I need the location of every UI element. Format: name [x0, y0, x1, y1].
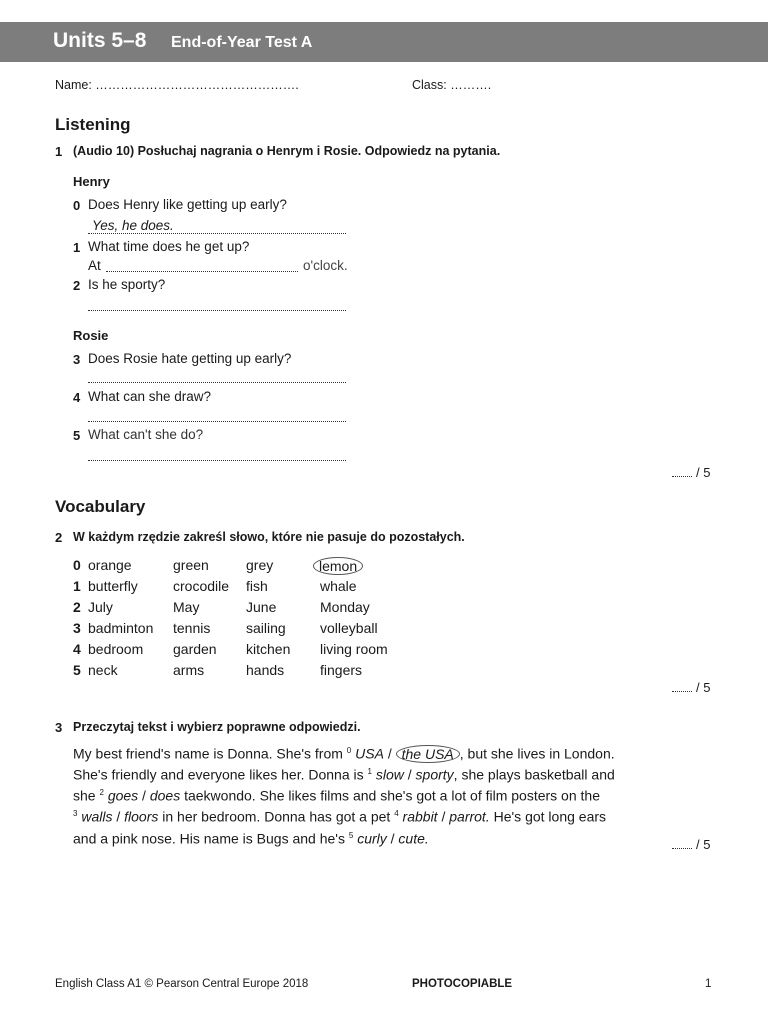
vocab-word[interactable]: butterfly — [88, 578, 138, 594]
option-circled[interactable]: the USA — [396, 745, 460, 763]
page-number: 1 — [705, 978, 712, 990]
vocab-word-circled[interactable]: lemon — [313, 557, 363, 575]
vocab-row: 3 badminton tennis sailing volleyball — [73, 620, 378, 636]
name-field[interactable]: Name: …………………………………………. — [55, 78, 299, 92]
vocab-word[interactable]: neck — [88, 662, 118, 678]
class-field[interactable]: Class: ………. — [412, 78, 492, 92]
question-text: What time does he get up? — [88, 239, 250, 254]
question-text: What can she draw? — [88, 389, 212, 404]
answer-line[interactable] — [106, 271, 298, 272]
question-number: 3 — [73, 352, 81, 367]
question-text: Is he sporty? — [88, 277, 166, 292]
vocab-word[interactable]: hands — [246, 662, 285, 678]
answer-line[interactable] — [88, 421, 346, 422]
option[interactable]: slow — [375, 766, 404, 783]
task-instruction: W każdym rzędzie zakreśl słowo, które nie pasuje do pozostałych. — [73, 530, 465, 544]
footer-photocopiable: PHOTOCOPIABLE — [412, 978, 513, 990]
answer-line[interactable] — [88, 310, 346, 311]
vocab-word[interactable]: kitchen — [246, 641, 291, 657]
vocab-word[interactable]: fingers — [320, 662, 363, 678]
vocab-row: 5 neck arms hands fingers — [73, 662, 363, 678]
vocab-word[interactable]: whale — [320, 578, 357, 594]
task-instruction: (Audio 10) Posłuchaj nagrania o Henrym i Rosie. Odpowiedz na pytania. — [73, 144, 501, 158]
score-box: / 5 — [672, 465, 710, 480]
vocab-row: 0 orange green grey lemon — [73, 557, 433, 577]
vocab-row: 4 bedroom garden kitchen living room — [73, 641, 388, 657]
option[interactable]: USA — [355, 745, 384, 762]
vocab-word[interactable]: green — [173, 557, 209, 573]
vocab-word[interactable]: crocodile — [173, 578, 230, 594]
answer-prefix: At — [88, 258, 101, 273]
vocab-row: 1 butterfly crocodile fish whale — [73, 578, 357, 594]
vocab-word[interactable]: fish — [246, 578, 268, 594]
option[interactable]: parrot. — [449, 809, 490, 826]
units-title: Units 5–8 — [53, 29, 147, 52]
vocab-word[interactable]: Monday — [320, 599, 370, 615]
question-number: 1 — [73, 240, 81, 255]
question-number: 4 — [73, 390, 81, 405]
option[interactable]: does — [149, 787, 181, 804]
section-title-listening: Listening — [55, 115, 131, 134]
vocab-word[interactable]: bedroom — [88, 641, 144, 657]
option[interactable]: goes — [107, 787, 139, 804]
answer-line[interactable] — [88, 460, 346, 461]
option[interactable]: floors — [124, 809, 159, 826]
vocab-word[interactable]: June — [246, 599, 277, 615]
option[interactable]: rabbit — [402, 809, 438, 826]
answer-suffix: o'clock. — [303, 258, 348, 273]
question-text: What can't she do? — [88, 427, 204, 442]
task-number: 2 — [55, 530, 63, 545]
vocab-word[interactable]: grey — [246, 557, 274, 573]
vocab-word[interactable]: arms — [173, 662, 205, 678]
vocab-row: 2 July May June Monday — [73, 599, 370, 615]
score-box: / 5 — [672, 680, 710, 695]
section-title-vocabulary: Vocabulary — [55, 497, 146, 516]
vocab-word[interactable]: garden — [173, 641, 217, 657]
vocab-word[interactable]: badminton — [88, 620, 154, 636]
task-number: 1 — [55, 144, 63, 159]
option[interactable]: walls — [81, 809, 113, 826]
subheading-henry: Henry — [73, 174, 110, 189]
vocab-word[interactable]: tennis — [173, 620, 211, 636]
vocab-word[interactable]: July — [88, 599, 113, 615]
task-number: 3 — [55, 720, 63, 735]
header-bar — [0, 22, 768, 62]
reading-text: My best friend's name is Donna. She's from $^0$ USA / the USA , but she lives in London. She's friendly and everyone likes her. Donna is $^1$ slow / sporty, she plays basketball and she $^2$ goes / does taekwondo. She likes films and she's got a lot of film posters on the $^3$ walls / floors in her bedroom. Donna has got a pet $^4$ rabbit / parrot. He's got long ears and a pink nose. His name is Bugs and he's $^5$ curly / cute. — [73, 745, 615, 847]
option[interactable]: sporty — [415, 766, 454, 783]
footer-copyright: English Class A1 © Pearson Central Europe 2018 — [55, 978, 309, 990]
question-number: 0 — [73, 198, 81, 213]
question-number: 5 — [73, 428, 81, 443]
vocab-word[interactable]: living room — [320, 641, 388, 657]
vocab-word[interactable]: volleyball — [320, 620, 378, 636]
question-text: Does Rosie hate getting up early? — [88, 351, 292, 366]
option[interactable]: cute. — [398, 830, 429, 847]
test-title: End-of-Year Test A — [171, 34, 313, 51]
score-box: / 5 — [672, 837, 710, 852]
question-number: 2 — [73, 278, 81, 293]
option[interactable]: curly — [357, 830, 387, 847]
example-answer: Yes, he does. — [92, 218, 174, 233]
answer-line[interactable] — [88, 382, 346, 383]
vocab-word[interactable]: May — [173, 599, 200, 615]
task-instruction: Przeczytaj tekst i wybierz poprawne odpowiedzi. — [73, 720, 361, 734]
question-text: Does Henry like getting up early? — [88, 197, 287, 212]
answer-line — [88, 233, 346, 234]
subheading-rosie: Rosie — [73, 328, 109, 343]
vocab-word[interactable]: sailing — [246, 620, 286, 636]
vocab-word[interactable]: orange — [88, 557, 132, 573]
